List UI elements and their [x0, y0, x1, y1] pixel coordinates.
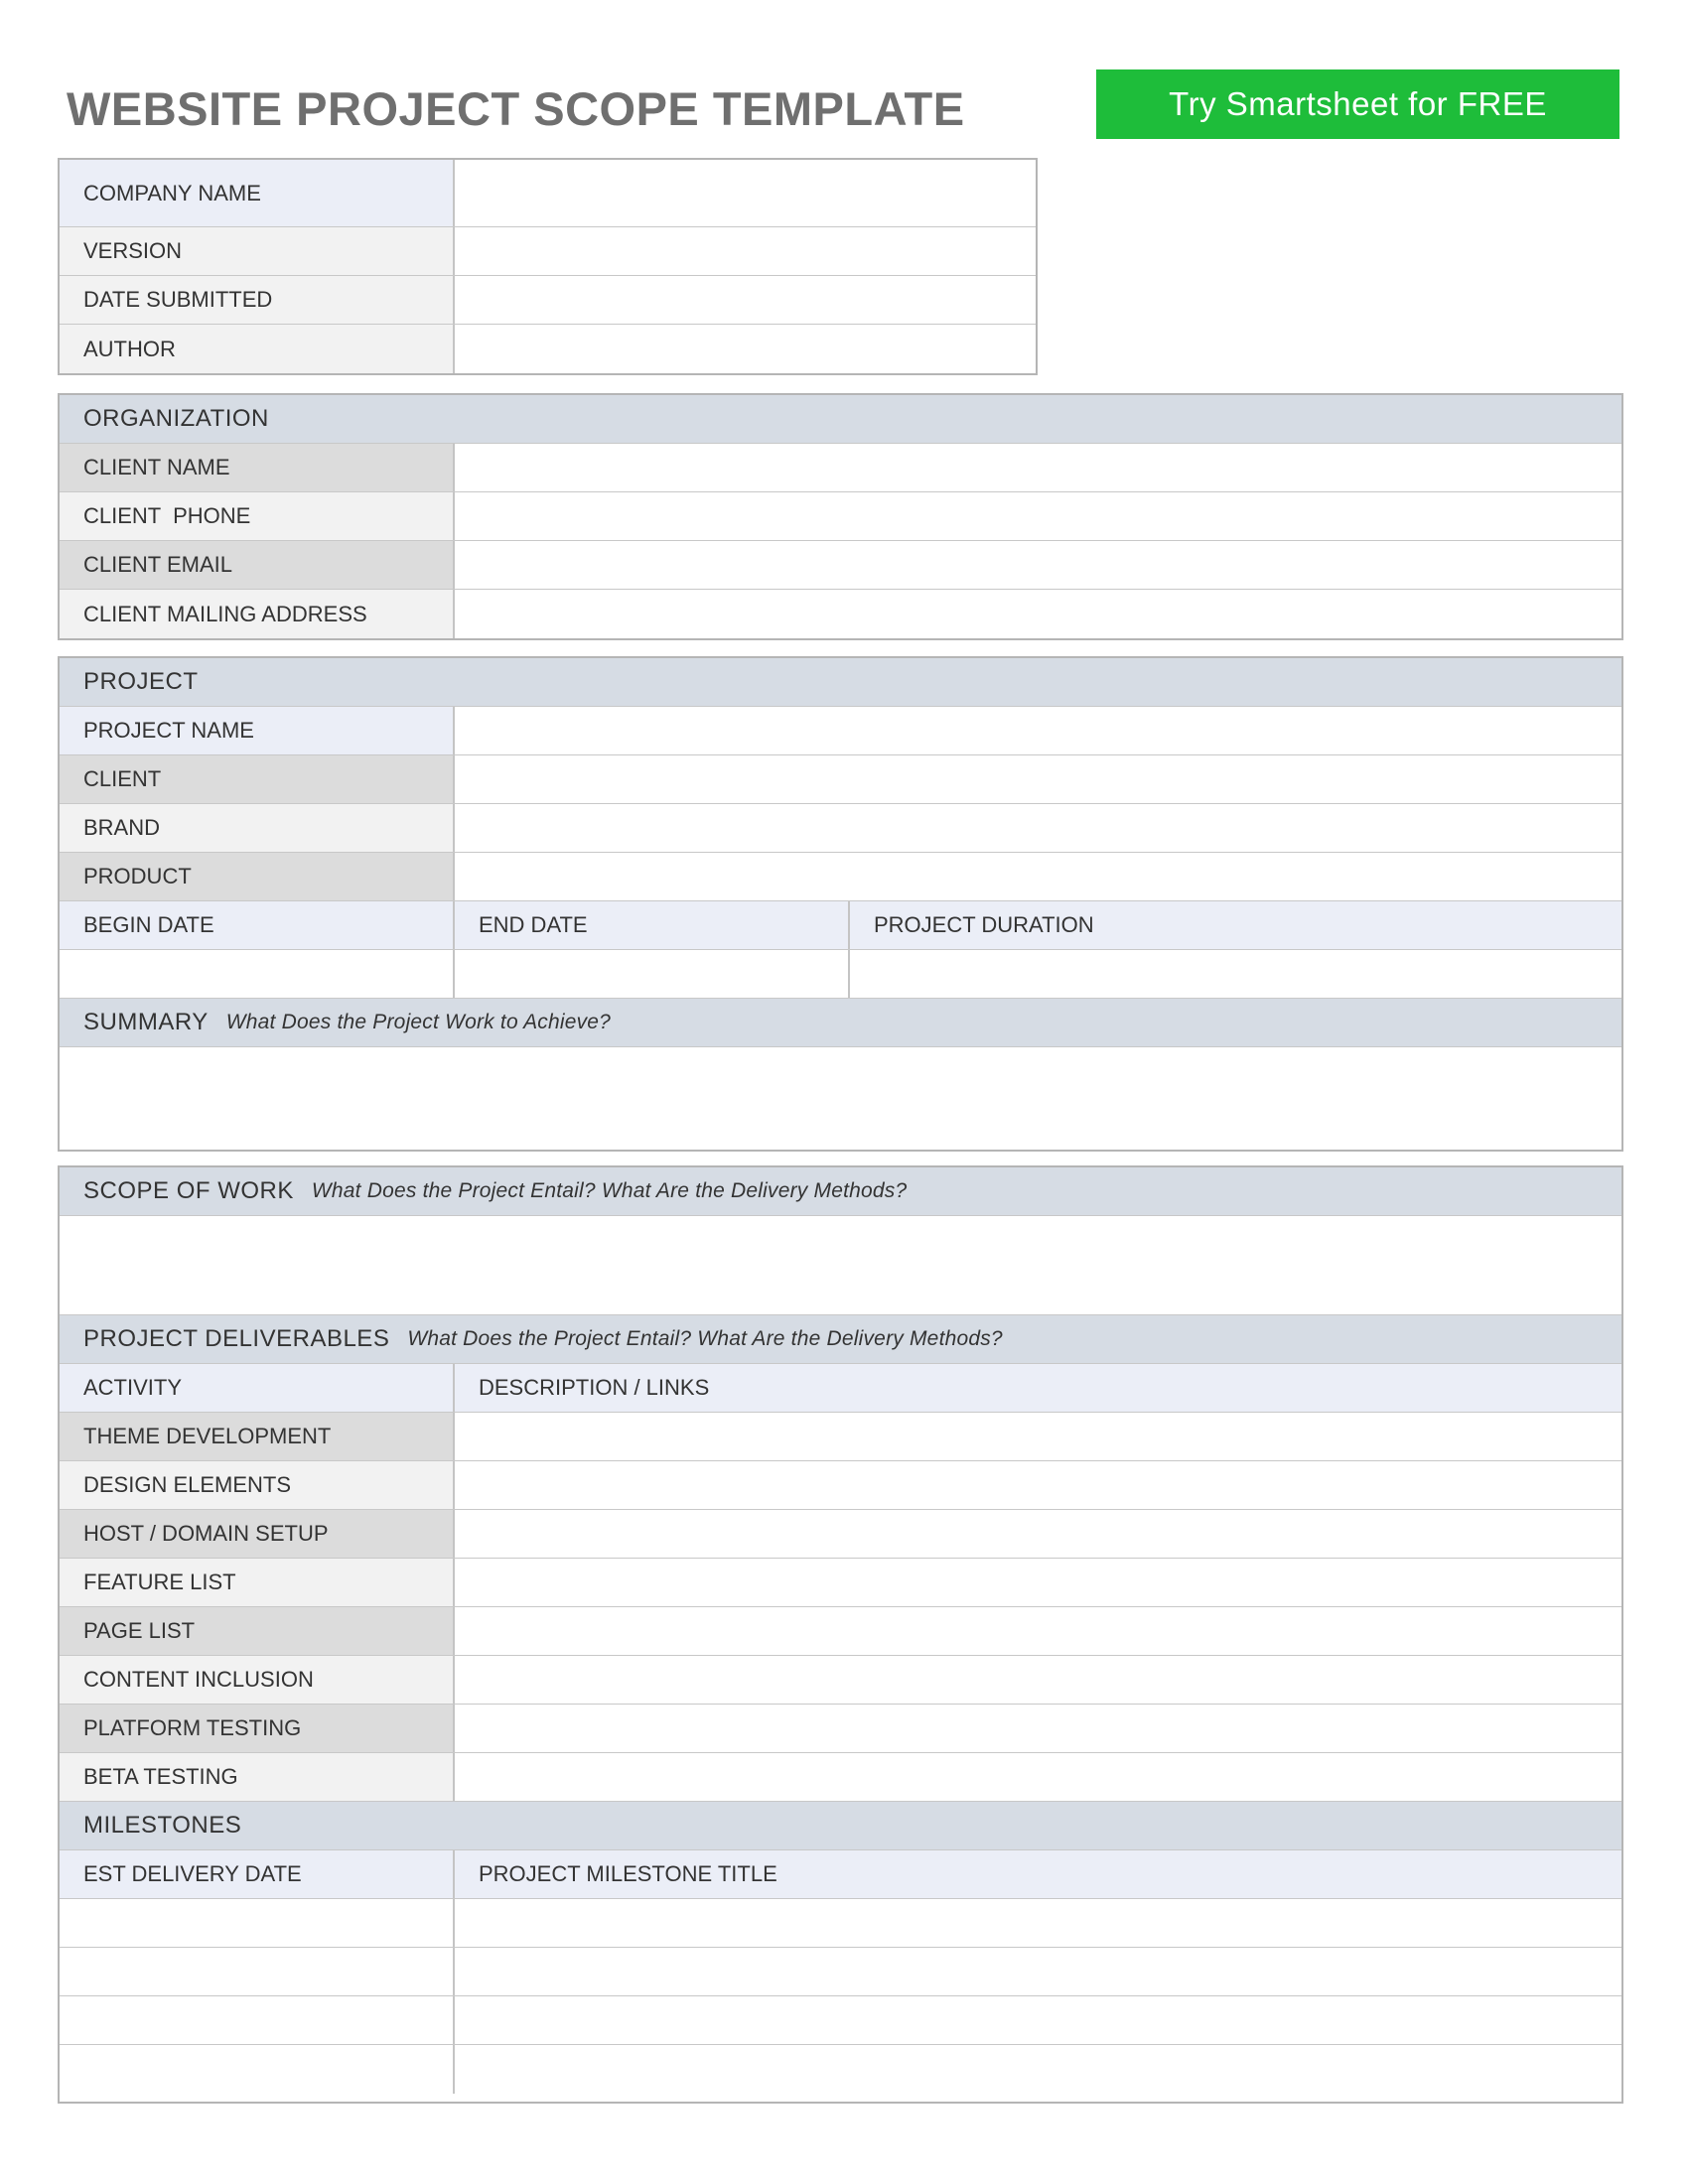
company-name-field[interactable] — [453, 160, 1036, 226]
description-field[interactable] — [453, 1461, 1621, 1509]
milestones-column-header — [60, 1850, 1621, 1899]
summary-row — [60, 1047, 1621, 1147]
activity-label: PAGE LIST — [60, 1607, 453, 1655]
client-phone-label: CLIENT PHONE — [60, 492, 453, 540]
dates-value-row — [60, 950, 1621, 999]
activity-label: BETA TESTING — [60, 1753, 453, 1801]
page-title: WEBSITE PROJECT SCOPE TEMPLATE — [67, 82, 965, 135]
deliverable-row — [60, 1753, 1621, 1802]
est-delivery-date-field[interactable] — [60, 2045, 453, 2094]
deliverable-row — [60, 1607, 1621, 1656]
deliverable-row — [60, 1559, 1621, 1607]
begin-date-field[interactable] — [60, 950, 453, 998]
milestone-row — [60, 1948, 1621, 1996]
client-mailing-address-label: CLIENT MAILING ADDRESS — [60, 590, 453, 638]
scope-of-work-field[interactable] — [60, 1216, 1621, 1314]
client-mailing-address-row — [60, 590, 1621, 638]
product-row — [60, 853, 1621, 901]
activity-label: DESIGN ELEMENTS — [60, 1461, 453, 1509]
client-phone-field[interactable] — [453, 492, 1621, 540]
deliverable-row — [60, 1461, 1621, 1510]
milestones-header: MILESTONES — [60, 1802, 1621, 1850]
description-field[interactable] — [453, 1510, 1621, 1558]
scope-of-work-label: SCOPE OF WORK — [83, 1177, 294, 1204]
author-field[interactable] — [453, 325, 1036, 373]
scope-of-work-hint: What Does the Project Entail? What Are the Delivery Methods? — [311, 1179, 908, 1202]
milestone-title-field[interactable] — [453, 1948, 1621, 1995]
summary-header — [60, 999, 1621, 1047]
product-label: PRODUCT — [60, 853, 453, 900]
activity-label: HOST / DOMAIN SETUP — [60, 1510, 453, 1558]
client-row — [60, 755, 1621, 804]
client-phone-row — [60, 492, 1621, 541]
project-table — [58, 656, 1623, 1152]
company-info-table — [58, 158, 1038, 375]
date-submitted-field[interactable] — [453, 276, 1036, 324]
activity-label: FEATURE LIST — [60, 1559, 453, 1606]
brand-label: BRAND — [60, 804, 453, 852]
description-column-header: DESCRIPTION / LINKS — [453, 1364, 1621, 1412]
project-header: PROJECT — [60, 658, 1621, 707]
dates-header-row — [60, 901, 1621, 950]
author-row — [60, 325, 1036, 373]
client-name-field[interactable] — [453, 444, 1621, 491]
milestone-title-field[interactable] — [453, 1899, 1621, 1947]
summary-label: SUMMARY — [83, 1009, 209, 1035]
client-name-label: CLIENT NAME — [60, 444, 453, 491]
client-email-label: CLIENT EMAIL — [60, 541, 453, 589]
deliverables-hint: What Does the Project Entail? What Are the Delivery Methods? — [407, 1327, 1003, 1350]
deliverables-column-header — [60, 1364, 1621, 1413]
end-date-label: END DATE — [453, 901, 848, 949]
summary-field[interactable] — [60, 1047, 1621, 1147]
milestone-row — [60, 1996, 1621, 2045]
organization-table — [58, 393, 1623, 640]
description-field[interactable] — [453, 1753, 1621, 1801]
est-delivery-date-column-header: EST DELIVERY DATE — [60, 1850, 453, 1898]
client-label: CLIENT — [60, 755, 453, 803]
est-delivery-date-field[interactable] — [60, 1996, 453, 2044]
scope-of-work-row — [60, 1216, 1621, 1315]
project-duration-field[interactable] — [848, 950, 1621, 998]
brand-row — [60, 804, 1621, 853]
client-name-row — [60, 444, 1621, 492]
summary-hint: What Does the Project Work to Achieve? — [225, 1011, 612, 1033]
deliverable-row — [60, 1656, 1621, 1705]
client-field[interactable] — [453, 755, 1621, 803]
client-mailing-address-field[interactable] — [453, 590, 1621, 638]
try-smartsheet-button[interactable]: Try Smartsheet for FREE — [1096, 69, 1619, 139]
deliverable-row — [60, 1413, 1621, 1461]
est-delivery-date-field[interactable] — [60, 1899, 453, 1947]
deliverables-header — [60, 1315, 1621, 1364]
project-name-field[interactable] — [453, 707, 1621, 754]
description-field[interactable] — [453, 1656, 1621, 1704]
description-field[interactable] — [453, 1705, 1621, 1752]
deliverables-label: PROJECT DELIVERABLES — [83, 1325, 390, 1352]
project-duration-label: PROJECT DURATION — [848, 901, 1621, 949]
description-field[interactable] — [453, 1607, 1621, 1655]
organization-header: ORGANIZATION — [60, 395, 1621, 444]
version-row — [60, 227, 1036, 276]
milestone-title-field[interactable] — [453, 1996, 1621, 2044]
author-label: AUTHOR — [60, 325, 453, 373]
company-name-label: COMPANY NAME — [60, 160, 453, 226]
project-name-label: PROJECT NAME — [60, 707, 453, 754]
deliverable-row — [60, 1705, 1621, 1753]
date-submitted-label: DATE SUBMITTED — [60, 276, 453, 324]
milestone-row — [60, 2045, 1621, 2094]
company-name-row — [60, 160, 1036, 227]
scope-of-work-header — [60, 1167, 1621, 1216]
milestone-title-column-header: PROJECT MILESTONE TITLE — [453, 1850, 1621, 1898]
begin-date-label: BEGIN DATE — [60, 901, 453, 949]
end-date-field[interactable] — [453, 950, 848, 998]
brand-field[interactable] — [453, 804, 1621, 852]
version-label: VERSION — [60, 227, 453, 275]
milestone-row — [60, 1899, 1621, 1948]
est-delivery-date-field[interactable] — [60, 1948, 453, 1995]
deliverable-row — [60, 1510, 1621, 1559]
date-submitted-row — [60, 276, 1036, 325]
scope-table — [58, 1165, 1623, 2104]
milestone-title-field[interactable] — [453, 2045, 1621, 2094]
description-field[interactable] — [453, 1413, 1621, 1460]
activity-label: PLATFORM TESTING — [60, 1705, 453, 1752]
client-email-field[interactable] — [453, 541, 1621, 589]
description-field[interactable] — [453, 1559, 1621, 1606]
version-field[interactable] — [453, 227, 1036, 275]
client-email-row — [60, 541, 1621, 590]
activity-label: THEME DEVELOPMENT — [60, 1413, 453, 1460]
activity-column-header: ACTIVITY — [60, 1364, 453, 1412]
activity-label: CONTENT INCLUSION — [60, 1656, 453, 1704]
project-name-row — [60, 707, 1621, 755]
product-field[interactable] — [453, 853, 1621, 900]
